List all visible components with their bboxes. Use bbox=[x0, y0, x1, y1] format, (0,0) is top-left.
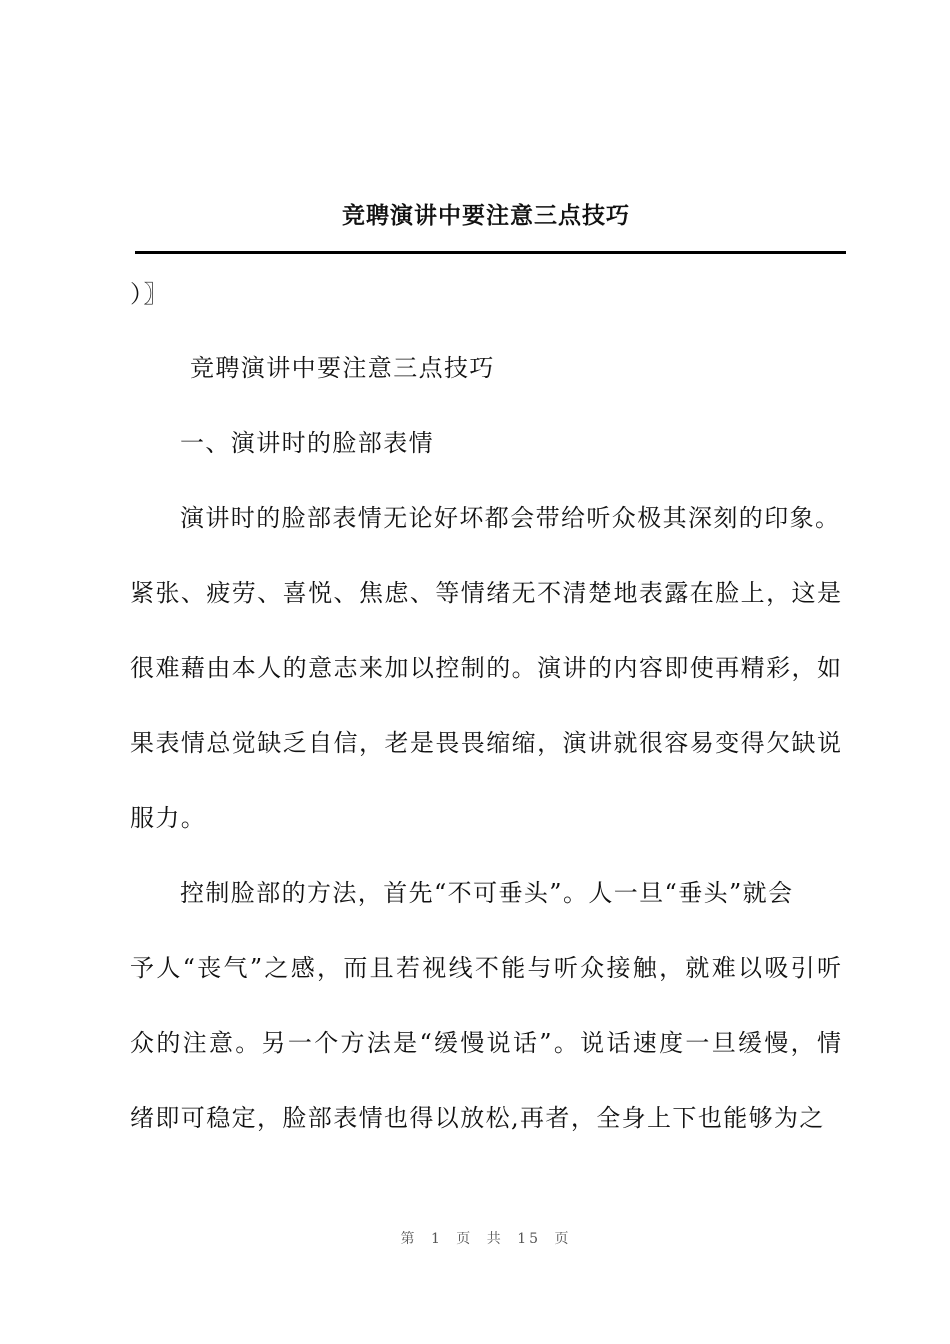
paragraph-line: 紧张、疲劳、喜悦、焦虑、等情绪无不清楚地表露在脸上，这是 bbox=[130, 579, 841, 607]
page-number: 第 1 页 共 15 页 bbox=[400, 1231, 572, 1247]
repeat-title: 竞聘演讲中要注意三点技巧 bbox=[190, 354, 495, 382]
paragraph-line: 予人“丧气”之感，而且若视线不能与听众接触，就难以吸引听 bbox=[130, 954, 841, 982]
text-fragment: ）〗 bbox=[130, 280, 169, 308]
paragraph-line: 很难藉由本人的意志来加以控制的。演讲的内容即使再精彩，如 bbox=[130, 654, 841, 682]
paragraph-line: 绪即可稳定，脸部表情也得以放松,再者，全身上下也能够为之 bbox=[130, 1104, 825, 1132]
paragraph-line: 控制脸部的方法，首先“不可垂头”。人一旦“垂头”就会 bbox=[180, 879, 794, 907]
paragraph-line: 果表情总觉缺乏自信，老是畏畏缩缩，演讲就很容易变得欠缺说 bbox=[130, 729, 841, 757]
title-divider bbox=[135, 251, 846, 254]
paragraph-line: 服力。 bbox=[130, 804, 207, 832]
paragraph-line: 演讲时的脸部表情无论好坏都会带给听众极其深刻的印象。 bbox=[180, 504, 841, 532]
section-heading: 一、演讲时的脸部表情 bbox=[180, 429, 434, 457]
document-title: 竞聘演讲中要注意三点技巧 bbox=[342, 202, 630, 229]
paragraph-line: 众的注意。另一个方法是“缓慢说话”。说话速度一旦缓慢，情 bbox=[130, 1029, 841, 1057]
